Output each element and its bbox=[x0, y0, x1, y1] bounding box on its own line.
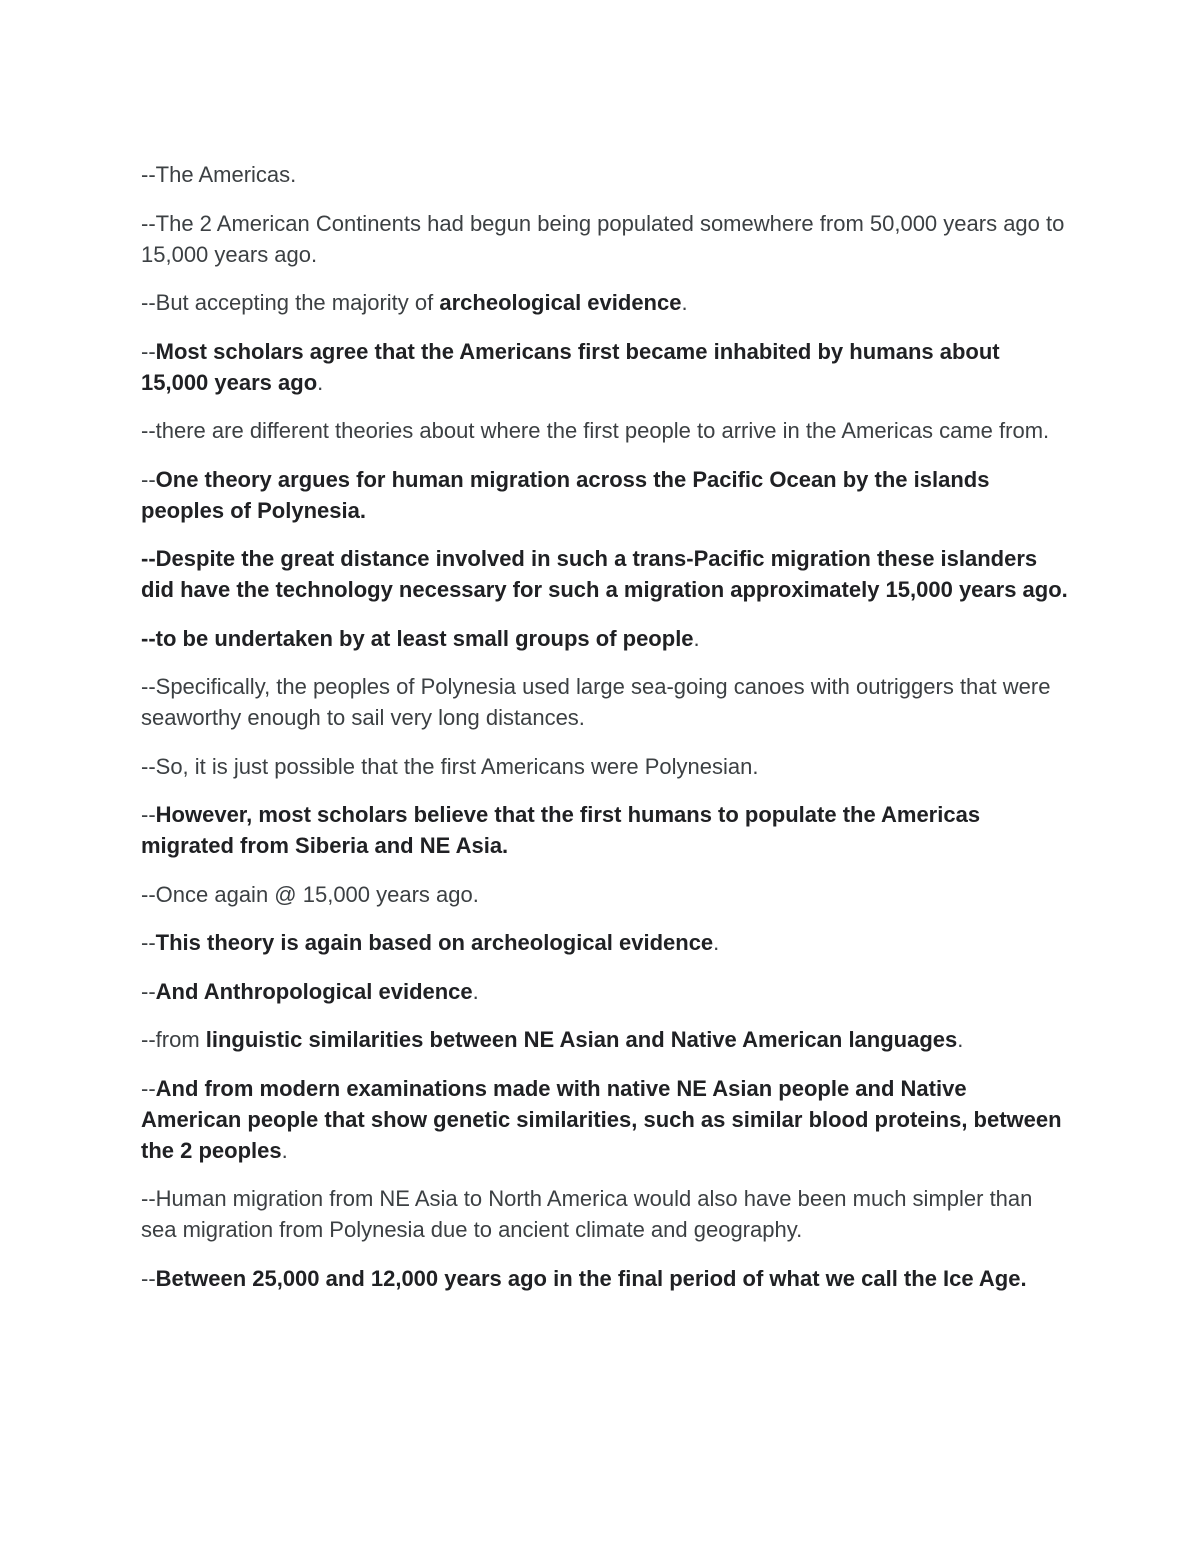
paragraph bbox=[141, 464, 1071, 526]
bold-text: linguistic similarities between NE Asian and Native American languages bbox=[205, 1027, 958, 1052]
paragraph bbox=[141, 208, 1071, 270]
text-run: . bbox=[681, 290, 688, 315]
paragraph bbox=[141, 415, 1071, 446]
text-run: -- bbox=[141, 1075, 156, 1101]
paragraph bbox=[141, 751, 1071, 782]
text-run: -- bbox=[141, 338, 156, 364]
paragraph bbox=[141, 1183, 1071, 1245]
document-page bbox=[141, 159, 1071, 1311]
paragraph bbox=[141, 976, 1071, 1007]
paragraph bbox=[141, 623, 1071, 654]
text-run: . bbox=[693, 625, 700, 651]
paragraph bbox=[141, 671, 1071, 733]
bold-text: One theory argues for human migration across the Pacific Ocean by the islands peoples of Polynesia. bbox=[141, 466, 990, 523]
text-run: -- bbox=[141, 930, 156, 955]
bold-text: Between 25,000 and 12,000 years ago in the final period of what we call the Ice Age. bbox=[155, 1265, 1027, 1291]
paragraph bbox=[141, 879, 1071, 910]
text-run: --Specifically, the peoples of Polynesia used large sea-going canoes with outriggers that were seaworthy enough to sail very long distances. bbox=[141, 674, 1051, 730]
bold-text: This theory is again based on archeological evidence bbox=[155, 930, 714, 955]
text-run: -- bbox=[141, 802, 156, 827]
paragraph bbox=[141, 799, 1071, 861]
text-run: --Human migration from NE Asia to North America would also have been much simpler than sea migration from Polynesia due to ancient climate and geography. bbox=[141, 1186, 1033, 1242]
bold-text: And from modern examinations made with native NE Asian people and Native American people that show genetic similarities, such as similar blood proteins, between the 2 peoples bbox=[141, 1075, 1062, 1163]
paragraph bbox=[141, 287, 1071, 318]
bold-text: --to be undertaken by at least small groups of people bbox=[141, 625, 694, 651]
text-run: -- bbox=[141, 978, 156, 1004]
paragraph bbox=[141, 1024, 1071, 1055]
text-run: --The Americas. bbox=[141, 162, 297, 187]
bold-text: However, most scholars believe that the first humans to populate the Americas migrated from Siberia and NE Asia. bbox=[141, 802, 981, 858]
text-run: --from bbox=[141, 1027, 206, 1052]
text-run: . bbox=[317, 369, 324, 395]
paragraph bbox=[141, 159, 1071, 190]
text-run: --But accepting the majority of bbox=[141, 290, 440, 315]
text-run: . bbox=[713, 930, 720, 955]
text-run: --there are different theories about where the first people to arrive in the Americas came from. bbox=[141, 418, 1050, 443]
paragraph bbox=[141, 1263, 1071, 1294]
paragraph bbox=[141, 543, 1071, 605]
bold-text: archeological evidence bbox=[439, 290, 682, 315]
paragraph bbox=[141, 927, 1071, 958]
text-run: --The 2 American Continents had begun being populated somewhere from 50,000 years ago to 15,000 years ago. bbox=[141, 210, 1065, 267]
text-run: --Once again @ 15,000 years ago. bbox=[141, 881, 479, 907]
bold-text: And Anthropological evidence bbox=[155, 978, 473, 1004]
text-run: --So, it is just possible that the first Americans were Polynesian. bbox=[141, 753, 759, 779]
paragraph bbox=[141, 336, 1071, 398]
text-run: -- bbox=[141, 1265, 156, 1291]
text-run: . bbox=[957, 1027, 964, 1052]
paragraph bbox=[141, 1073, 1071, 1166]
bold-text: Most scholars agree that the Americans first became inhabited by humans about 15,000 years ago bbox=[141, 338, 1000, 395]
text-run: . bbox=[472, 978, 479, 1004]
text-run: -- bbox=[141, 466, 156, 492]
bold-text: --Despite the great distance involved in such a trans-Pacific migration these islanders did have the technology necessary for such a migration approximately 15,000 years ago. bbox=[141, 546, 1068, 602]
text-run: . bbox=[281, 1137, 288, 1163]
